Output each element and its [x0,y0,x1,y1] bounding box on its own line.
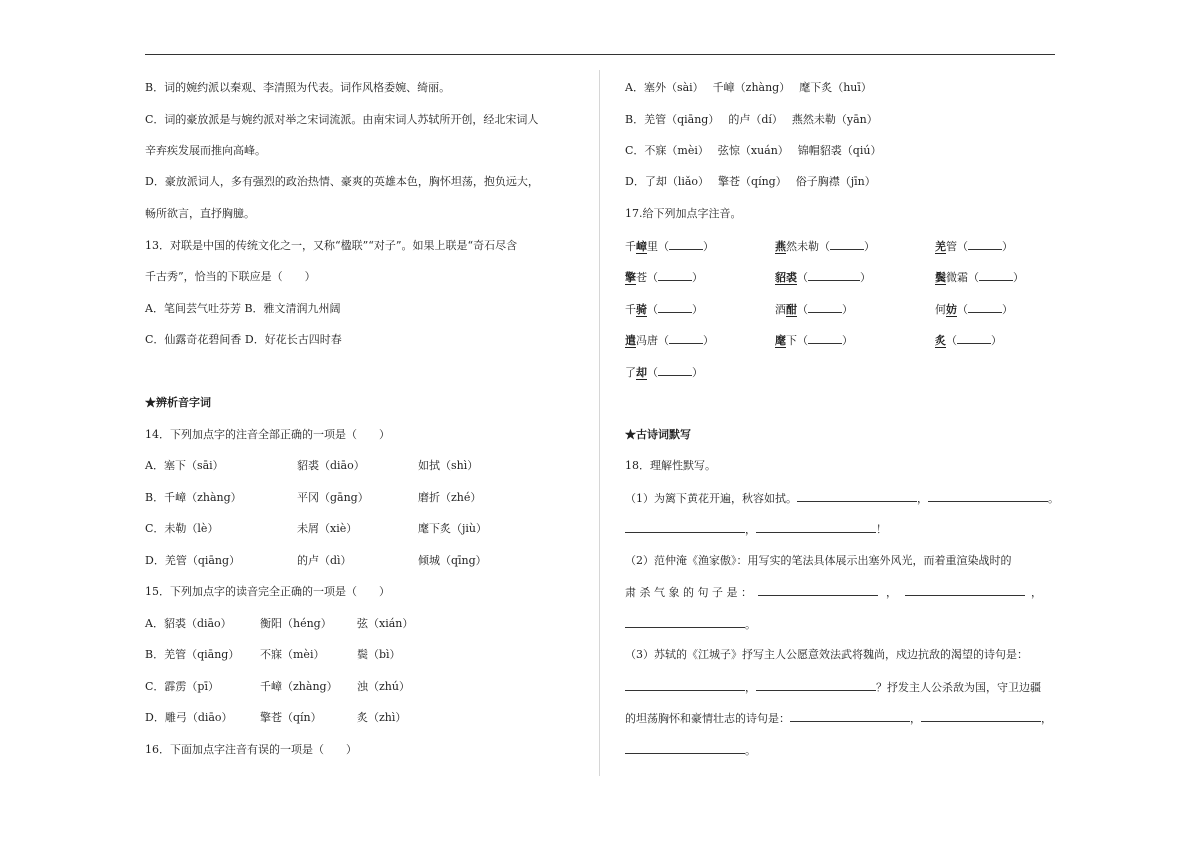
q15-d-col2: 擎苍（qín） [260,711,322,724]
q17-dotted-char: 妨 [946,303,957,316]
q17-paren-close: ） [842,303,853,316]
q17-dotted-char: 遣 [625,334,636,347]
answer-blank[interactable] [669,238,703,250]
q17-word-suffix: （ [797,303,808,316]
q18-part3-line4 [625,742,756,759]
q18-part2-line3 [625,616,756,633]
q18-part3-text: ？抒发主人公杀敌为国，守卫边疆 [876,681,1041,694]
punct: 。 [745,618,756,631]
q17-word-suffix: 冯唐（ [636,334,669,347]
q16-stem: 16．下面加点字注音有误的一项是（ ） [145,743,357,756]
q15-b-col2: 不寐（mèi） [260,648,325,661]
answer-blank[interactable] [808,269,860,281]
q17-word-suffix: （ [957,303,968,316]
section-heading-poetry: ★古诗词默写 [625,428,691,441]
q15-stem: 15．下列加点字的读音完全正确的一项是（ ） [145,585,390,598]
q15-d-col3: 炙（zhì） [357,711,407,724]
q18-part2-text: 肃 杀 气 象 的 句 子 是 ： [625,586,752,599]
q17-dotted-char: 擎 [625,271,636,284]
answer-blank[interactable] [790,710,910,722]
q17-paren-close: ） [692,303,703,316]
q17-dotted-char: 鬓 [935,271,946,284]
q14-b-col1: B．千嶂（zhàng） [145,491,242,504]
q17-paren-close: ） [991,334,1002,347]
answer-blank[interactable] [905,584,1025,596]
punct: 。 [745,744,756,757]
answer-blank[interactable] [658,364,692,376]
answer-blank[interactable] [808,332,842,344]
q18-part3-text2: 的坦荡胸怀和豪情壮志的诗句是： [625,712,790,725]
answer-blank[interactable] [758,584,878,596]
q14-d-col3: 倾城（qīng） [418,554,487,567]
answer-blank[interactable] [957,332,991,344]
q14-d-col2: 的卢（dì） [297,554,352,567]
q17-word-prefix: 了 [625,366,636,379]
q18-part2-line2 [625,584,1042,601]
q17-paren-close: ） [1002,240,1013,253]
q17-dotted-char: 麾 [775,334,786,347]
q17-dotted-char: 却 [636,366,647,379]
punct: ！ [876,523,887,536]
q15-b-col3: 鬓（bì） [357,648,401,661]
answer-blank[interactable] [658,269,692,281]
q15-c-col2: 千嶂（zhàng） [260,680,338,693]
punct: ， [1041,712,1052,725]
q14-d-col1: D．羌管（qiāng） [145,554,241,567]
q17-item [935,301,1013,318]
q17-paren-close: ） [692,271,703,284]
q12-option-c-line1: C．词的豪放派是与婉约派对举之宋词流派。由南宋词人苏轼所开创，经北宋词人 [145,113,539,126]
answer-blank[interactable] [968,301,1002,313]
q17-word-suffix: 苍（ [636,271,658,284]
q18-part1-line1 [625,490,1059,507]
q17-dotted-char: 酣 [786,303,797,316]
answer-blank[interactable] [625,679,745,691]
answer-blank[interactable] [756,521,876,533]
q13-options-cd: C．仙露奇花碧间香 D．好花长古四时春 [145,333,342,346]
punct: ， [745,523,756,536]
q17-item [775,301,853,318]
q17-item [935,238,1013,255]
q15-a-col2: 衡阳（héng） [260,617,332,630]
q17-dotted-char: 嶂 [636,240,647,253]
answer-blank[interactable] [669,332,703,344]
q15-d-col1: D．雕弓（diāo） [145,711,233,724]
q13-stem-line2: 千古秀”，恰当的下联应是（ ） [145,270,316,283]
q16-option-b: B．羌管（qiāng） 的卢（dí） 燕然未勒（yān） [625,113,878,126]
q15-c-col1: C．霹雳（pī） [145,680,219,693]
q17-paren-close: ） [864,240,875,253]
q15-c-col3: 浊（zhú） [357,680,410,693]
q18-part2-line1: （2）范仲淹《渔家傲》：用写实的笔法具体展示出塞外风光，而着重渲染战时的 [625,554,1012,567]
answer-blank[interactable] [756,679,876,691]
column-divider [599,70,600,776]
q17-paren-close: ） [692,366,703,379]
q17-paren-close: ） [703,334,714,347]
q17-item [625,364,703,381]
q17-item [625,238,714,255]
q17-item [625,332,714,349]
q17-word-suffix: 下（ [786,334,808,347]
q17-word-suffix: 微霜（ [946,271,979,284]
answer-blank[interactable] [625,742,745,754]
answer-blank[interactable] [830,238,864,250]
q17-dotted-char: 燕 [775,240,786,253]
q17-item [935,332,1002,349]
q13-options-ab: A．笔间芸气吐芬芳 B．雅文清润九州阔 [145,302,341,315]
q15-a-col1: A．貂裘（diāo） [145,617,232,630]
q17-word-suffix: （ [946,334,957,347]
q12-option-d-line1: D．豪放派词人，多有强烈的政治热情、豪爽的英雄本色，胸怀坦荡，抱负远大， [145,175,539,188]
answer-blank[interactable] [625,616,745,628]
q17-word-prefix: 千 [625,303,636,316]
q17-item [935,269,1024,286]
answer-blank[interactable] [797,490,917,502]
q16-option-c: C．不寐（mèi） 弦惊（xuán） 锦帽貂裘（qiú） [625,144,882,157]
q15-a-col3: 弦（xián） [357,617,414,630]
q17-paren-close: ） [703,240,714,253]
q18-part1-text: （1）为篱下黄花开遍，秋容如拭。 [625,492,797,505]
q17-word-suffix: （ [647,366,658,379]
q16-option-a: A．塞外（sài） 千嶂（zhàng） 麾下炙（huī） [625,81,872,94]
punct: ， [910,712,921,725]
section-heading-pronunciation: ★辨析音字词 [145,396,211,409]
q15-b-col1: B．羌管（qiāng） [145,648,240,661]
q14-c-col3: 麾下炙（jiù） [418,522,488,535]
q17-item [775,269,871,286]
header-rule [145,54,1055,55]
punct: 。 [1048,492,1059,505]
answer-blank[interactable] [658,301,692,313]
q17-word-suffix: 然未勒（ [786,240,830,253]
q17-dotted-char: 骑 [636,303,647,316]
q17-dotted-char: 炙 [935,334,946,347]
q17-item [775,238,875,255]
q14-c-col1: C．未勒（lè） [145,522,219,535]
q17-item [625,301,703,318]
q18-part3-line3 [625,710,1052,727]
q12-option-b: B．词的婉约派以秦观、李清照为代表。词作风格委婉、绮丽。 [145,81,451,94]
q16-option-d: D．了却（liǎo） 擎苍（qíng） 俗子胸襟（jīn） [625,175,876,188]
q17-word-prefix: 酒 [775,303,786,316]
q17-word-suffix: （ [647,303,658,316]
answer-blank[interactable] [928,490,1048,502]
q13-stem-line1: 13．对联是中国的传统文化之一，又称“楹联”“对子”。如果上联是“奇石尽含 [145,239,518,252]
q18-stem: 18．理解性默写。 [625,459,716,472]
q17-stem: 17.给下列加点字注音。 [625,207,742,220]
q14-b-col3: 磨折（zhé） [418,491,482,504]
q17-paren-close: ） [860,271,871,284]
punct: ， [1030,586,1042,599]
q14-b-col2: 平冈（gāng） [297,491,369,504]
answer-blank[interactable] [979,269,1013,281]
q17-item [625,269,703,286]
q14-stem: 14．下列加点字的注音全部正确的一项是（ ） [145,428,390,441]
q17-dotted-char: 羌 [935,240,946,253]
punct: ， [745,681,756,694]
punct: ， [917,492,928,505]
q17-word-suffix: 管（ [946,240,968,253]
q14-a-col3: 如拭（shì） [418,459,479,472]
q12-option-d-line2: 畅所欲言，直抒胸臆。 [145,207,255,220]
q14-a-col1: A．塞下（sāi） [145,459,224,472]
q17-dotted-char: 貂裘 [775,271,797,284]
answer-blank[interactable] [968,238,1002,250]
q14-a-col2: 貂裘（diāo） [297,459,365,472]
q17-word-prefix: 何 [935,303,946,316]
q17-word-prefix: 千 [625,240,636,253]
answer-blank[interactable] [808,301,842,313]
q18-part1-line2 [625,521,887,538]
q14-c-col2: 未屑（xiè） [297,522,358,535]
q17-paren-close: ） [1013,271,1024,284]
q12-option-c-line2: 辛弃疾发展而推向高峰。 [145,144,266,157]
q17-word-suffix: 里（ [647,240,669,253]
q18-part3-line2 [625,679,1041,696]
q17-word-suffix: （ [797,271,808,284]
q18-part3-line1: （3）苏轼的《江城子》抒写主人公愿意效法武将魏尚，戍边抗敌的渴望的诗句是： [625,648,1028,661]
answer-blank[interactable] [625,521,745,533]
answer-blank[interactable] [921,710,1041,722]
q17-paren-close: ） [842,334,853,347]
q17-item [775,332,853,349]
q17-paren-close: ） [1002,303,1013,316]
punct: ， [885,586,897,599]
